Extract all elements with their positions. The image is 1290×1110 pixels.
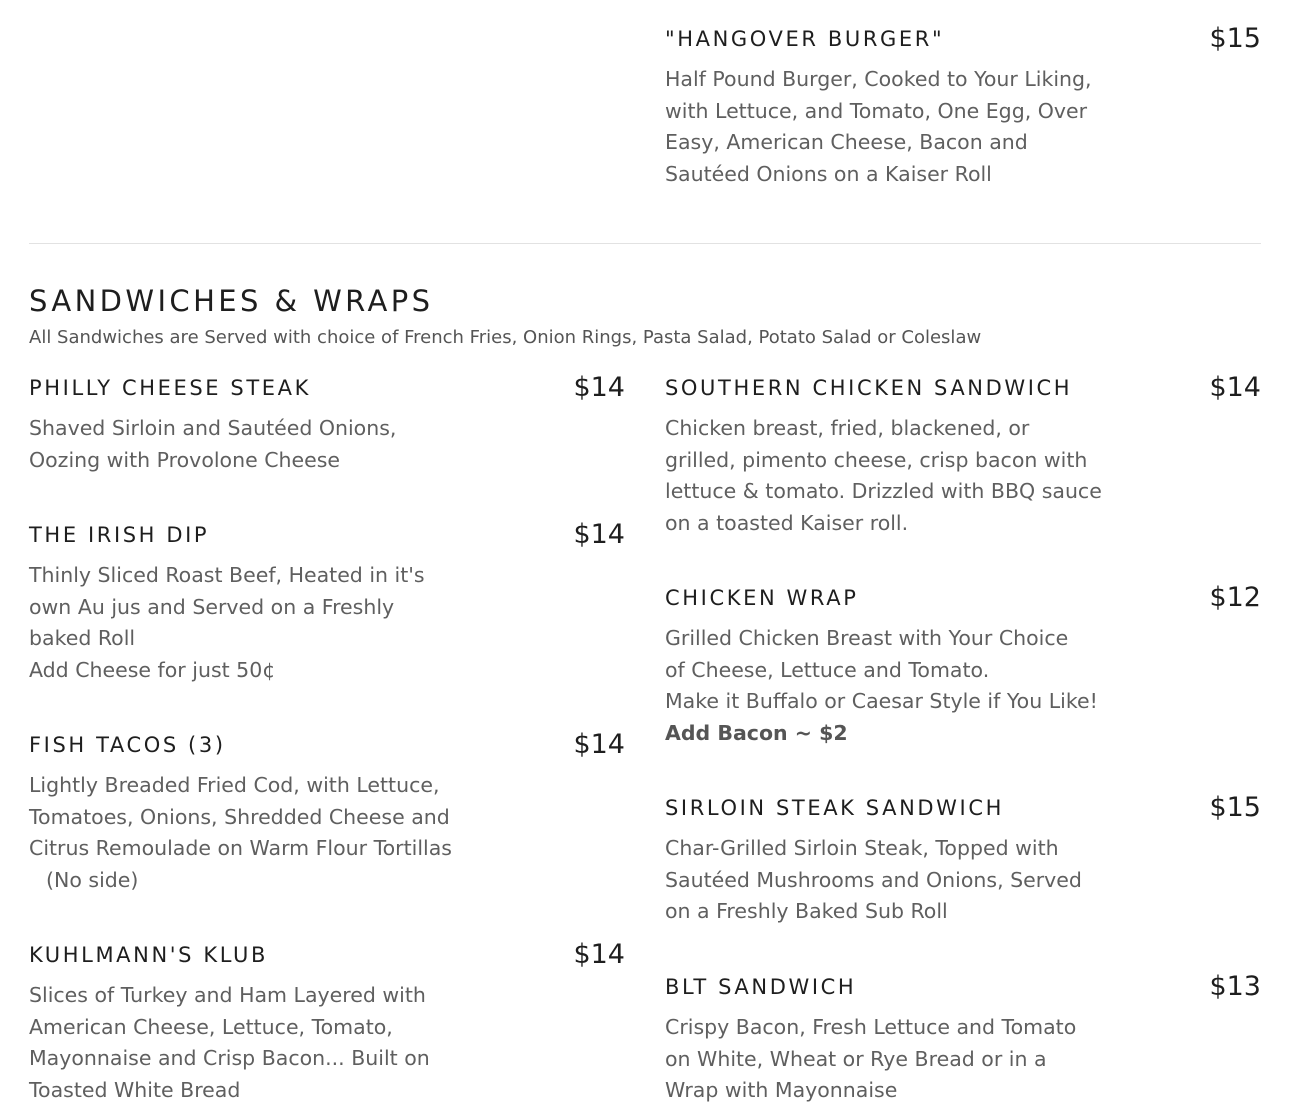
- description-line: Shaved Sirloin and Sautéed Onions,: [29, 416, 397, 440]
- item-name: BLT SANDWICH: [665, 975, 857, 999]
- item-description: [665, 413, 1110, 539]
- description-line: Easy, American Cheese, Bacon and: [665, 130, 1028, 155]
- item-price: $14: [573, 729, 625, 760]
- item-description: [665, 64, 1110, 190]
- description-line: on White, Wheat or Rye Bread or in a: [665, 1046, 1047, 1071]
- item-description: [29, 560, 474, 686]
- item-price: $12: [1209, 582, 1261, 613]
- section-note: All Sandwiches are Served with choice of French Fries, Onion Rings, Pasta Salad, Potato Salad or Coleslaw: [29, 327, 982, 348]
- description-line: of Cheese, Lettuce and Tomato.: [665, 657, 990, 682]
- description-line: Tomatoes, Onions, Shredded Cheese and: [29, 804, 450, 829]
- description-line: own Au jus and Served on a Freshly: [29, 594, 395, 619]
- description-line: Wrap with Mayonnaise: [665, 1078, 898, 1103]
- item-name: PHILLY CHEESE STEAK: [29, 376, 311, 400]
- item-description: [29, 980, 474, 1106]
- item-name: SOUTHERN CHICKEN SANDWICH: [665, 376, 1073, 400]
- description-line: grilled, pimento cheese, crisp bacon with: [665, 447, 1088, 472]
- item-name: FISH TACOS (3): [29, 733, 226, 757]
- item-description: [29, 770, 474, 896]
- description-line: American Cheese, Lettuce, Tomato,: [29, 1014, 393, 1039]
- description-line: Thinly Sliced Roast Beef, Heated in it's: [29, 563, 425, 587]
- description-line: on a toasted Kaiser roll.: [665, 510, 909, 535]
- description-line: Slices of Turkey and Ham Layered with: [29, 983, 426, 1007]
- item-description: [665, 833, 1110, 928]
- item-price: $14: [1209, 372, 1261, 403]
- description-line: Mayonnaise and Crisp Bacon... Built on: [29, 1046, 430, 1071]
- description-line: Toasted White Bread: [29, 1077, 241, 1102]
- description-line: Sautéed Onions on a Kaiser Roll: [665, 161, 992, 186]
- description-line: Citrus Remoulade on Warm Flour Tortillas: [29, 836, 452, 861]
- description-line: Oozing with Provolone Cheese: [29, 447, 341, 472]
- description-line: Chicken breast, fried, blackened, or: [665, 416, 1030, 440]
- description-line: Grilled Chicken Breast with Your Choice: [665, 626, 1069, 650]
- description-line: Half Pound Burger, Cooked to Your Liking,: [665, 67, 1092, 91]
- description-line: Char-Grilled Sirloin Steak, Topped with: [665, 836, 1059, 860]
- description-line: lettuce & tomato. Drizzled with BBQ sauce: [665, 479, 1102, 504]
- item-name: "HANGOVER BURGER": [665, 27, 945, 51]
- description-line: (No side): [46, 867, 139, 892]
- item-description: [665, 1012, 1110, 1107]
- item-price: $14: [573, 939, 625, 970]
- item-description: [29, 413, 474, 476]
- item-price: $14: [573, 372, 625, 403]
- item-price: $15: [1209, 23, 1261, 54]
- item-price: $15: [1209, 792, 1261, 823]
- add-bacon-note: Add Bacon ~ $2: [665, 720, 848, 745]
- item-name: THE IRISH DIP: [29, 523, 210, 547]
- section-title: SANDWICHES & WRAPS: [29, 284, 434, 318]
- item-name: CHICKEN WRAP: [665, 586, 859, 610]
- description-line: Sautéed Mushrooms and Onions, Served: [665, 867, 1082, 892]
- description-line: on a Freshly Baked Sub Roll: [665, 899, 948, 924]
- item-price: $13: [1209, 971, 1261, 1002]
- description-line: with Lettuce, and Tomato, One Egg, Over: [665, 98, 1088, 123]
- description-line: Lightly Breaded Fried Cod, with Lettuce,: [29, 773, 440, 797]
- description-line: Add Cheese for just 50¢: [29, 657, 276, 682]
- item-name: SIRLOIN STEAK SANDWICH: [665, 796, 1004, 820]
- section-divider: [29, 243, 1261, 244]
- item-price: $14: [573, 519, 625, 550]
- item-name: KUHLMANN'S KLUB: [29, 943, 268, 967]
- description-line: Make it Buffalo or Caesar Style if You Like!: [665, 689, 1098, 714]
- description-line: Crispy Bacon, Fresh Lettuce and Tomato: [665, 1015, 1077, 1039]
- description-line: baked Roll: [29, 626, 136, 651]
- item-description: [665, 623, 1110, 749]
